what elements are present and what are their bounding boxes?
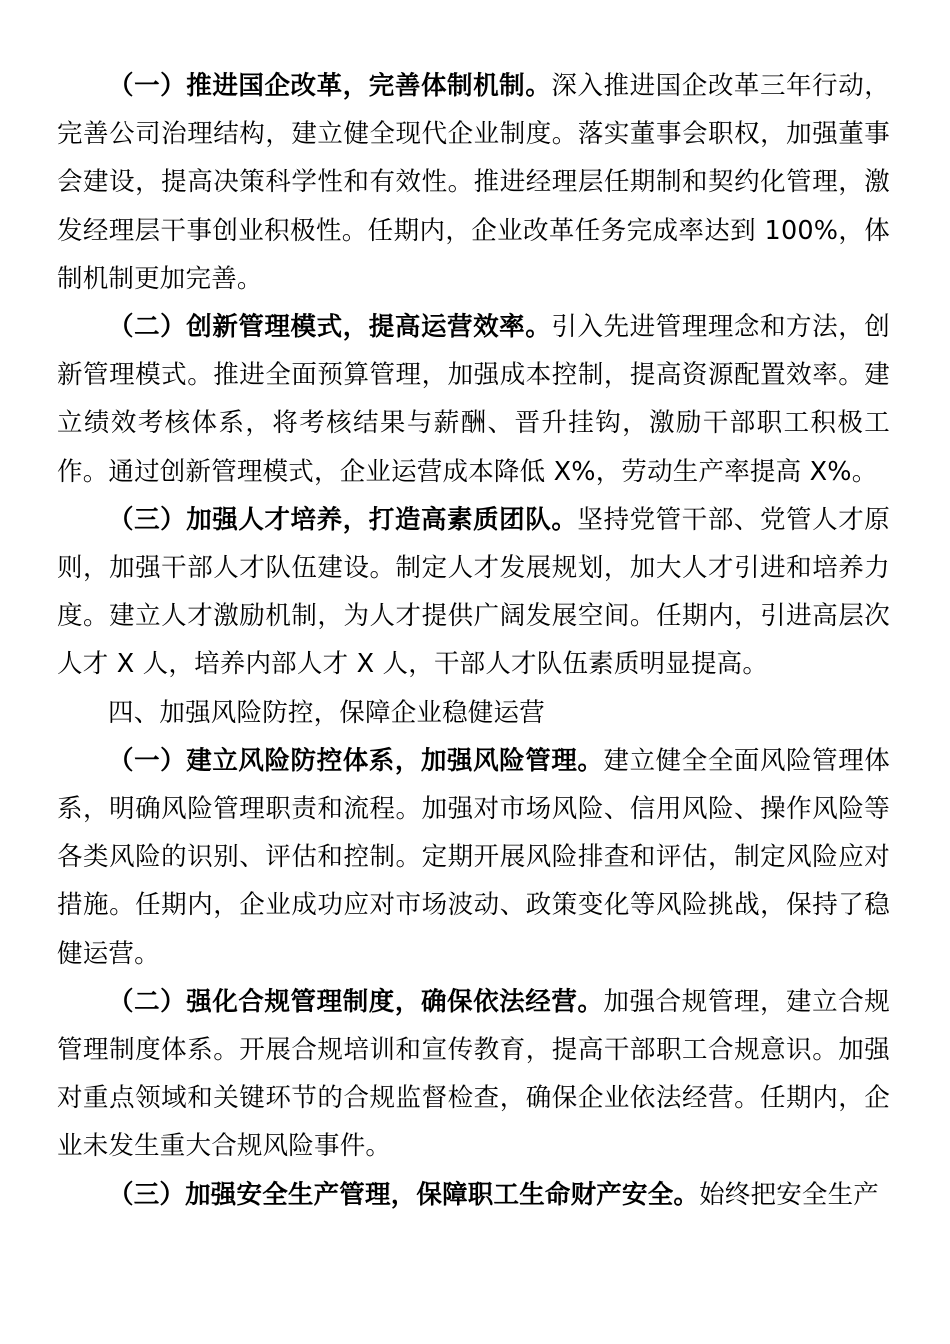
- paragraph-jianli-fengxian-fangkong-tixi: [57, 737, 890, 978]
- paragraph-text: 深入推进国企改革三年行动，完善公司治理结构，建立健全现代企业制度。落实董事会职权，加强董事会建设，提高决策科学性和有效性。推进经理层任期制和契约化管理，激发经理层干事创业积极性。任期内，企业改革任务完成率达到 100%，体制机制更加完善。: [57, 71, 890, 294]
- paragraph-text: 引入先进管理理念和方法，创新管理模式。推进全面预算管理，加强成本控制，提高资源配置效率。建立绩效考核体系，将考核结果与薪酬、晋升挂钩，激励干部职工积极工作。通过创新管理模式，企业运营成本降低 X%，劳动生产率提高 X%。: [57, 312, 890, 487]
- paragraph-qianghua-hegui-guanli: [57, 978, 890, 1171]
- paragraph-lead: （一）推进国企改革，完善体制机制。: [108, 71, 552, 101]
- paragraph-jiaqiang-anquan-shengchan: [57, 1171, 890, 1219]
- paragraph-jiaqiang-rencai-peiyang: [57, 496, 890, 689]
- section-heading-text: 四、加强风险防控，保障企业稳健运营: [108, 697, 545, 728]
- paragraph-text: 始终把安全生产: [699, 1179, 880, 1210]
- paragraph-lead: （三）加强安全生产管理，保障职工生命财产安全。: [108, 1179, 700, 1210]
- section-heading-fengxian-fangkong: [57, 689, 890, 737]
- paragraph-text: 加强合规管理，建立合规管理制度体系。开展合规培训和宣传教育，提高干部职工合规意识。加强对重点领域和关键环节的合规监督检查，确保企业依法经营。任期内，企业未发生重大合规风险事件。: [57, 986, 890, 1162]
- paragraph-lead: （二）强化合规管理制度，确保依法经营。: [108, 986, 604, 1017]
- paragraph-lead: （一）建立风险防控体系，加强风险管理。: [108, 745, 604, 776]
- paragraph-chuangxin-guanli-moshi: [57, 303, 890, 496]
- paragraph-lead: （二）创新管理模式，提高运营效率。: [108, 312, 552, 343]
- paragraph-tuijin-guoqi-gaige: [57, 62, 890, 303]
- paragraph-text: 坚持党管干部、党管人才原则，加强干部人才队伍建设。制定人才发展规划，加大人才引进和培养力度。建立人才激励机制，为人才提供广阔发展空间。任期内，引进高层次人才 X 人，培养内部人才 X 人，干部人才队伍素质明显提高。: [57, 504, 890, 680]
- paragraph-lead: （三）加强人才培养，打造高素质团队。: [108, 504, 578, 535]
- paragraph-text: 建立健全全面风险管理体系，明确风险管理职责和流程。加强对市场风险、信用风险、操作风险等各类风险的识别、评估和控制。定期开展风险排查和评估，制定风险应对措施。任期内，企业成功应对市场波动、政策变化等风险挑战，保持了稳健运营。: [57, 745, 890, 969]
- document-body: [57, 62, 890, 1219]
